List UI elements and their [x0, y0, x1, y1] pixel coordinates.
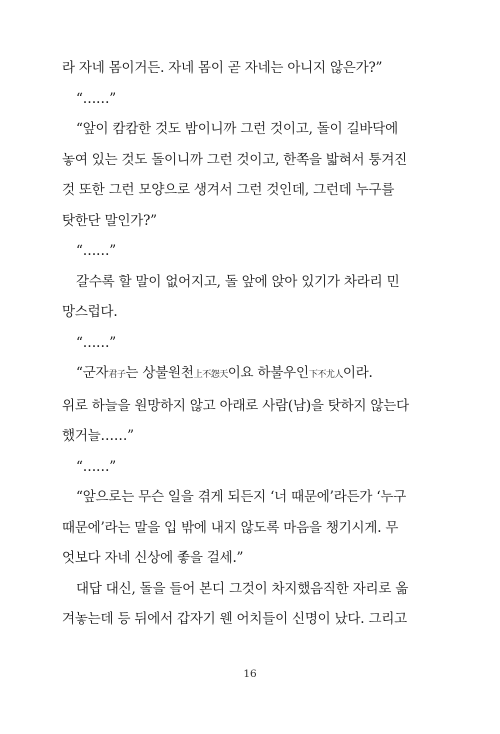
text-segment: 이라. — [342, 365, 373, 381]
text-line: “앞으로는 무슨 일을 겪게 되든지 ‘너 때문에’라든가 ‘누구 — [76, 489, 407, 505]
text-segment: 는 상불원천 — [125, 365, 194, 381]
text-line: 했거늘……” — [62, 428, 134, 444]
text-line: “앞이 캄캄한 것도 밤이니까 그런 것이고, 돌이 길바닥에 — [76, 121, 398, 137]
paragraph — [62, 574, 412, 635]
text-line: 대답 대신, 돌을 들어 본디 그것이 차지했음직한 자리로 옮 — [76, 580, 409, 597]
text-line: 갈수록 할 말이 없어지고, 돌 앞에 앉아 있기가 차라리 민 — [76, 273, 400, 290]
text-line: 망스럽다. — [62, 304, 118, 320]
body-text — [62, 53, 412, 635]
text-segment: 이요 하불우인 — [227, 365, 309, 381]
text-line: 놓여 있는 것도 돌이니까 그런 것이고, 한쪽을 밟혀서 퉁겨진 — [62, 151, 408, 168]
text-line-with-hanja — [62, 358, 412, 391]
ellipsis-line: “……” — [76, 243, 117, 259]
hanja-annotation: 君子 — [108, 370, 126, 380]
text-line: 때문에’라는 말을 입 밖에 내지 않도록 마음을 챙기시게. 무 — [62, 519, 399, 536]
paragraph — [62, 114, 412, 236]
text-line: 탓한단 말인가?” — [62, 212, 157, 229]
ellipsis-line: “……” — [76, 90, 117, 107]
text-line: 것 또한 그런 모양으로 생겨서 그런 것인데, 그런데 누구를 — [62, 182, 395, 198]
ellipsis-line: “……” — [76, 458, 117, 475]
text-segment: “군자 — [76, 365, 109, 381]
hanja-annotation: 下不尤人 — [308, 370, 343, 380]
paragraph — [62, 482, 412, 574]
ellipsis-line: “……” — [76, 334, 117, 351]
hanja-annotation: 上不怨天 — [193, 370, 228, 380]
paragraph — [62, 53, 412, 84]
text-line: 엇보다 자네 신상에 좋을 걸세.” — [62, 550, 244, 566]
text-line: 라 자네 몸이거든. 자네 몸이 곧 자네는 아니지 않은가?” — [62, 60, 383, 76]
text-line: 겨놓는데 등 뒤에서 갑자기 웬 어치들이 신명이 났다. 그리고 — [62, 611, 408, 627]
paragraph — [62, 358, 412, 452]
text-line: 위로 하늘을 원망하지 않고 아래로 사람(남)을 탓하지 않는다 — [62, 397, 409, 414]
paragraph — [62, 267, 412, 328]
page-number: 16 — [243, 668, 257, 680]
